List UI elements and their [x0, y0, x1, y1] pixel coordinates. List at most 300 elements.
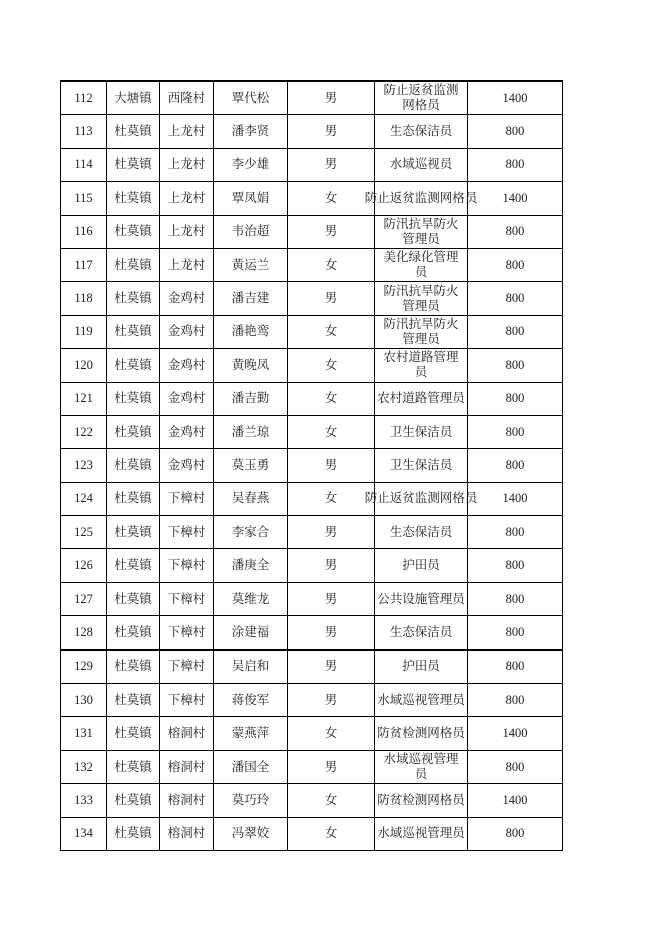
table-row	[61, 182, 563, 215]
pay-amount: 800	[505, 157, 525, 172]
gender: 女	[324, 324, 338, 339]
village: 榕洞村	[167, 792, 206, 807]
row-number: 133	[74, 792, 93, 807]
roster-table	[60, 80, 563, 851]
village: 下樟村	[167, 659, 206, 674]
gender: 男	[324, 291, 338, 306]
person-name: 莫巧玲	[231, 792, 270, 807]
row-number: 122	[74, 424, 93, 439]
gender-cell	[288, 582, 375, 615]
person-name-cell	[214, 717, 288, 750]
town: 杜莫镇	[114, 424, 152, 439]
row-number-cell	[61, 684, 107, 717]
pay-amount: 800	[505, 324, 525, 339]
gender-cell	[288, 215, 375, 248]
town: 杜莫镇	[114, 659, 152, 674]
role-cell	[375, 115, 468, 148]
person-name-cell	[214, 315, 288, 348]
table-row	[61, 449, 563, 482]
person-name-cell	[214, 684, 288, 717]
row-number: 123	[74, 457, 93, 472]
row-number: 114	[74, 157, 93, 172]
row-number-cell	[61, 817, 107, 850]
town-cell	[107, 650, 160, 684]
gender-cell	[288, 717, 375, 750]
pay-amount-cell	[468, 684, 563, 717]
role-cell	[375, 81, 468, 115]
row-number: 124	[74, 491, 93, 506]
gender-cell	[288, 182, 375, 215]
town-cell	[107, 415, 160, 448]
village: 金鸡村	[167, 424, 206, 439]
person-name-cell	[214, 516, 288, 549]
town-cell	[107, 315, 160, 348]
role-cell	[364, 182, 478, 215]
village: 金鸡村	[167, 391, 206, 406]
pay-amount-cell	[468, 750, 563, 783]
person-name-cell	[214, 81, 288, 115]
person-name-cell	[214, 282, 288, 315]
table-row	[61, 248, 563, 281]
role: 卫生保洁员	[389, 457, 453, 472]
pay-amount: 800	[505, 558, 525, 573]
gender-cell	[288, 115, 375, 148]
town: 杜莫镇	[114, 391, 152, 406]
pay-amount-cell	[468, 650, 563, 684]
row-number: 134	[74, 826, 93, 841]
person-name-cell	[214, 817, 288, 850]
pay-amount: 800	[505, 291, 525, 306]
table-row	[61, 349, 563, 382]
pay-amount-cell	[468, 415, 563, 448]
row-number-cell	[61, 549, 107, 582]
pay-amount-cell	[468, 817, 563, 850]
village-cell	[160, 115, 214, 148]
village: 下樟村	[167, 491, 206, 506]
village-cell	[160, 148, 214, 181]
row-number-cell	[61, 248, 107, 281]
town: 杜莫镇	[114, 357, 152, 372]
pay-amount-cell	[468, 148, 563, 181]
village: 下樟村	[167, 624, 206, 639]
role-cell	[375, 650, 468, 684]
village-cell	[160, 750, 214, 783]
role-cell	[364, 482, 478, 515]
pay-amount-cell	[468, 282, 563, 315]
gender: 男	[324, 157, 338, 172]
role-cell	[375, 148, 468, 181]
person-name: 吴启和	[231, 659, 270, 674]
town-cell	[107, 282, 160, 315]
pay-amount: 1400	[502, 90, 528, 105]
person-name: 覃代松	[231, 90, 270, 105]
village-cell	[160, 684, 214, 717]
gender: 男	[324, 224, 338, 239]
pay-amount: 800	[505, 391, 525, 406]
town-cell	[107, 817, 160, 850]
town: 大塘镇	[114, 90, 152, 105]
person-name-cell	[214, 349, 288, 382]
gender-cell	[288, 81, 375, 115]
gender-cell	[288, 817, 375, 850]
role-cell	[375, 315, 468, 348]
pay-amount: 1400	[502, 726, 528, 741]
pay-amount-cell	[468, 482, 563, 515]
role: 防贫检测网格员	[377, 792, 465, 807]
pay-amount: 800	[505, 424, 525, 439]
pay-amount: 800	[505, 826, 525, 841]
gender-cell	[288, 684, 375, 717]
row-number: 126	[74, 558, 93, 573]
pay-amount-cell	[468, 549, 563, 582]
row-number: 116	[74, 224, 93, 239]
row-number-cell	[61, 349, 107, 382]
table-row	[61, 215, 563, 248]
gender: 女	[324, 190, 338, 205]
pay-amount: 800	[505, 257, 525, 272]
village: 上龙村	[167, 190, 206, 205]
village: 下樟村	[167, 524, 206, 539]
row-number-cell	[61, 449, 107, 482]
gender-cell	[288, 482, 375, 515]
pay-amount: 800	[505, 124, 525, 139]
village-cell	[160, 248, 214, 281]
pay-amount: 800	[505, 624, 525, 639]
gender-cell	[288, 750, 375, 783]
table-row	[61, 650, 563, 684]
row-number-cell	[61, 616, 107, 650]
role: 防止返贫监测网格员	[383, 83, 459, 113]
gender-cell	[288, 616, 375, 650]
town: 杜莫镇	[114, 190, 152, 205]
person-name-cell	[214, 415, 288, 448]
row-number-cell	[61, 215, 107, 248]
row-number: 112	[74, 90, 93, 105]
row-number: 132	[74, 759, 93, 774]
town: 杜莫镇	[114, 826, 152, 841]
gender: 女	[324, 391, 338, 406]
village: 金鸡村	[167, 291, 206, 306]
table-row	[61, 282, 563, 315]
role-cell	[375, 549, 468, 582]
role: 防贫检测网格员	[377, 726, 465, 741]
gender: 女	[324, 491, 338, 506]
gender: 男	[324, 692, 338, 707]
gender: 男	[324, 624, 338, 639]
village-cell	[160, 415, 214, 448]
role-cell	[375, 415, 468, 448]
pay-amount-cell	[468, 616, 563, 650]
person-name: 李家合	[231, 524, 270, 539]
town-cell	[107, 750, 160, 783]
role: 农村道路管理员	[383, 350, 459, 380]
pay-amount: 800	[505, 457, 525, 472]
person-name-cell	[214, 650, 288, 684]
role: 公共设施管理员	[377, 591, 465, 606]
pay-amount: 800	[505, 591, 525, 606]
person-name: 黄运兰	[231, 257, 270, 272]
pay-amount: 800	[505, 524, 525, 539]
town-cell	[107, 582, 160, 615]
village-cell	[160, 616, 214, 650]
table-row	[61, 582, 563, 615]
table-row	[61, 516, 563, 549]
role-cell	[375, 717, 468, 750]
gender: 男	[324, 457, 338, 472]
role: 生态保洁员	[389, 124, 453, 139]
row-number: 125	[74, 524, 93, 539]
pay-amount-cell	[468, 182, 563, 215]
person-name: 覃凤娟	[231, 190, 270, 205]
pay-amount-cell	[468, 516, 563, 549]
role: 农村道路管理员	[377, 391, 465, 406]
table-row	[61, 684, 563, 717]
village-cell	[160, 215, 214, 248]
gender-cell	[288, 784, 375, 817]
pay-amount: 1400	[502, 792, 528, 807]
row-number: 130	[74, 692, 93, 707]
town: 杜莫镇	[114, 624, 152, 639]
roster-table-body	[61, 81, 563, 850]
row-number-cell	[61, 717, 107, 750]
town: 杜莫镇	[114, 558, 152, 573]
village-cell	[160, 282, 214, 315]
town-cell	[107, 482, 160, 515]
role: 防汛抗旱防火管理员	[383, 316, 459, 346]
town: 杜莫镇	[114, 692, 152, 707]
table-row	[61, 717, 563, 750]
village: 上龙村	[167, 124, 206, 139]
town-cell	[107, 449, 160, 482]
gender: 女	[324, 726, 338, 741]
role: 水域巡视管理员	[377, 692, 465, 707]
pay-amount-cell	[468, 784, 563, 817]
role-cell	[375, 784, 468, 817]
role-cell	[375, 215, 468, 248]
pay-amount-cell	[468, 315, 563, 348]
village: 金鸡村	[167, 324, 206, 339]
village-cell	[160, 817, 214, 850]
row-number: 119	[74, 324, 93, 339]
role-cell	[375, 248, 468, 281]
village: 金鸡村	[167, 357, 206, 372]
pay-amount-cell	[468, 349, 563, 382]
town-cell	[107, 248, 160, 281]
table-row	[61, 382, 563, 415]
role-cell	[375, 282, 468, 315]
town: 杜莫镇	[114, 324, 152, 339]
person-name: 韦治超	[231, 224, 270, 239]
pay-amount-cell	[468, 81, 563, 115]
pay-amount: 800	[505, 659, 525, 674]
pay-amount-cell	[468, 717, 563, 750]
table-row	[61, 616, 563, 650]
person-name: 潘兰琼	[231, 424, 270, 439]
person-name: 潘吉建	[231, 291, 270, 306]
town-cell	[107, 684, 160, 717]
role-cell	[375, 684, 468, 717]
town-cell	[107, 516, 160, 549]
role-cell	[375, 382, 468, 415]
gender-cell	[288, 282, 375, 315]
row-number: 115	[74, 190, 93, 205]
row-number: 131	[74, 726, 93, 741]
village-cell	[160, 449, 214, 482]
person-name: 蒙燕萍	[231, 726, 270, 741]
gender-cell	[288, 148, 375, 181]
role-cell	[375, 349, 468, 382]
role: 防止返贫监测网格员	[364, 491, 478, 506]
town-cell	[107, 382, 160, 415]
person-name-cell	[214, 549, 288, 582]
village-cell	[160, 650, 214, 684]
role-cell	[375, 582, 468, 615]
pay-amount-cell	[468, 115, 563, 148]
gender: 男	[324, 524, 338, 539]
town: 杜莫镇	[114, 124, 152, 139]
town: 杜莫镇	[114, 759, 152, 774]
row-number: 118	[74, 291, 93, 306]
pay-amount-cell	[468, 382, 563, 415]
town-cell	[107, 784, 160, 817]
role: 美化绿化管理员	[383, 250, 459, 280]
person-name: 莫玉勇	[231, 457, 270, 472]
village-cell	[160, 349, 214, 382]
gender: 女	[324, 826, 338, 841]
row-number-cell	[61, 115, 107, 148]
row-number: 127	[74, 591, 93, 606]
row-number: 121	[74, 391, 93, 406]
row-number-cell	[61, 182, 107, 215]
row-number-cell	[61, 415, 107, 448]
row-number-cell	[61, 650, 107, 684]
town-cell	[107, 148, 160, 181]
town: 杜莫镇	[114, 157, 152, 172]
person-name-cell	[214, 482, 288, 515]
pay-amount: 1400	[502, 491, 528, 506]
gender-cell	[288, 549, 375, 582]
person-name-cell	[214, 616, 288, 650]
table-row	[61, 482, 563, 515]
person-name: 蒋俊军	[231, 692, 270, 707]
role-cell	[375, 516, 468, 549]
row-number-cell	[61, 516, 107, 549]
gender: 女	[324, 257, 338, 272]
gender: 男	[324, 591, 338, 606]
role-cell	[375, 616, 468, 650]
person-name: 潘李贤	[231, 124, 270, 139]
village: 下樟村	[167, 591, 206, 606]
town-cell	[107, 349, 160, 382]
gender: 男	[324, 558, 338, 573]
role: 卫生保洁员	[389, 424, 453, 439]
village-cell	[160, 784, 214, 817]
village-cell	[160, 549, 214, 582]
town: 杜莫镇	[114, 291, 152, 306]
person-name-cell	[214, 382, 288, 415]
row-number-cell	[61, 784, 107, 817]
town: 杜莫镇	[114, 257, 152, 272]
village: 金鸡村	[167, 457, 206, 472]
table-row	[61, 784, 563, 817]
row-number: 117	[74, 257, 93, 272]
village-cell	[160, 582, 214, 615]
table-row	[61, 549, 563, 582]
person-name: 潘庚全	[231, 558, 270, 573]
village: 下樟村	[167, 558, 206, 573]
person-name-cell	[214, 215, 288, 248]
gender: 男	[324, 659, 338, 674]
village: 榕洞村	[167, 759, 206, 774]
person-name-cell	[214, 750, 288, 783]
row-number-cell	[61, 582, 107, 615]
village: 下樟村	[167, 692, 206, 707]
row-number-cell	[61, 315, 107, 348]
village: 榕洞村	[167, 826, 206, 841]
gender-cell	[288, 315, 375, 348]
row-number: 128	[74, 624, 93, 639]
role: 防止返贫监测网格员	[364, 190, 478, 205]
person-name-cell	[214, 248, 288, 281]
person-name-cell	[214, 582, 288, 615]
person-name: 冯翠姣	[231, 826, 270, 841]
person-name: 潘国全	[231, 759, 270, 774]
town-cell	[107, 182, 160, 215]
town: 杜莫镇	[114, 491, 152, 506]
town: 杜莫镇	[114, 224, 152, 239]
person-name-cell	[214, 148, 288, 181]
table-row	[61, 115, 563, 148]
role: 水域巡视管理员	[377, 826, 465, 841]
town: 杜莫镇	[114, 591, 152, 606]
pay-amount: 800	[505, 224, 525, 239]
person-name-cell	[214, 449, 288, 482]
row-number: 120	[74, 357, 93, 372]
person-name-cell	[214, 784, 288, 817]
person-name: 黄晚凤	[231, 357, 270, 372]
town-cell	[107, 115, 160, 148]
row-number-cell	[61, 750, 107, 783]
village-cell	[160, 182, 214, 215]
town: 杜莫镇	[114, 524, 152, 539]
role: 水域巡视管理员	[383, 752, 459, 781]
person-name-cell	[214, 115, 288, 148]
role-cell	[375, 750, 468, 783]
village: 上龙村	[167, 157, 206, 172]
person-name: 潘吉勤	[231, 391, 270, 406]
person-name: 李少雄	[231, 157, 270, 172]
role: 生态保洁员	[389, 624, 453, 639]
row-number: 129	[74, 659, 93, 674]
table-row	[61, 81, 563, 115]
gender: 男	[324, 759, 338, 774]
gender-cell	[288, 349, 375, 382]
gender: 男	[324, 124, 338, 139]
row-number-cell	[61, 81, 107, 115]
gender: 女	[324, 792, 338, 807]
role: 生态保洁员	[389, 524, 453, 539]
role-cell	[375, 817, 468, 850]
village-cell	[160, 516, 214, 549]
person-name: 莫维龙	[231, 591, 270, 606]
village-cell	[160, 81, 214, 115]
pay-amount-cell	[468, 215, 563, 248]
table-row	[61, 415, 563, 448]
gender: 女	[324, 424, 338, 439]
person-name-cell	[214, 182, 288, 215]
person-name: 潘艳鸾	[231, 324, 270, 339]
table-row	[61, 315, 563, 348]
